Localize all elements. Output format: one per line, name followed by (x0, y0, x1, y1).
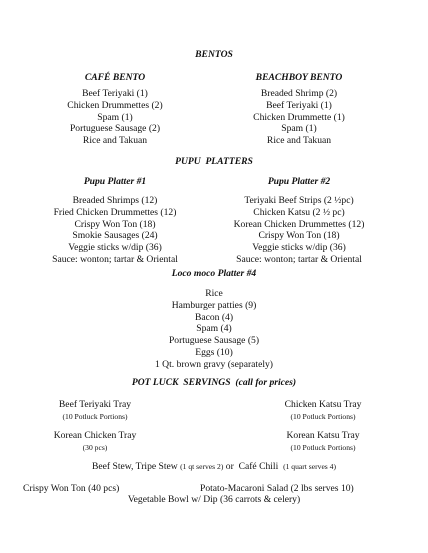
pupu-platter-2-items (214, 195, 384, 266)
beachboy-bento-items (224, 88, 374, 147)
menu-item: Spam (4) (196, 323, 232, 335)
menu-item: Breaded Shrimp (2) (260, 88, 338, 99)
menu-item: Crispy Won Ton (18) (74, 218, 156, 230)
potato-macaroni-salad: Potato-Macaroni Salad (2 lbs serves 10) (200, 483, 354, 494)
korean-katsu-tray: Korean Katsu Tray (286, 430, 360, 441)
bentos-heading: BENTOS (195, 49, 233, 60)
menu-item: Veggie sticks w/dip (36) (68, 242, 162, 254)
menu-item: Breaded Shrimps (12) (72, 195, 158, 206)
korean-katsu-tray-note: (10 Potluck Portions) (290, 443, 356, 452)
menu-item: Portuguese Sausage (2) (69, 123, 161, 135)
menu-item: Spam (1) (97, 111, 133, 123)
menu-item: Rice and Takuan (82, 135, 148, 147)
chili-note: (1 quart serves 4) (283, 462, 336, 471)
menu-item: Spam (1) (281, 123, 317, 135)
potluck-heading: POT LUCK SERVINGS (call for prices) (131, 377, 297, 388)
stew-name: Beef Stew, Tripe Stew (91, 461, 178, 472)
beachboy-bento-title: BEACHBOY BENTO (255, 72, 343, 83)
cafe-bento-title: CAFÉ BENTO (84, 72, 146, 83)
pupu-platters-heading: PUPU PLATTERS (175, 156, 253, 167)
menu-item: Chicken Drummette (1) (253, 111, 345, 123)
menu-item: Smokie Sausages (24) (72, 230, 158, 242)
pupu-platter-2-title: Pupu Platter #2 (267, 176, 331, 187)
menu-item: 1 Qt. brown gravy (separately) (154, 358, 273, 370)
menu-item: Sauce: wonton; tartar & Oriental (236, 253, 362, 265)
cafe-bento-items (40, 88, 190, 147)
or-text: or (225, 461, 234, 472)
chicken-katsu-tray-note: (10 Potluck Portions) (290, 412, 356, 421)
menu-item: Hamburger patties (9) (171, 299, 257, 311)
menu-item: Sauce: wonton; tartar & Oriental (52, 253, 178, 265)
crispy-won-ton: Crispy Won Ton (40 pcs) (23, 483, 120, 494)
menu-item: Beef Teriyaki (1) (82, 88, 148, 99)
menu-item: Portuguese Sausage (5) (168, 335, 260, 347)
chili-name: Café Chili (238, 461, 279, 472)
stew-note: (1 qt serves 2) (180, 462, 224, 471)
stew-and-chili-line (0, 461, 428, 473)
menu-item: Fried Chicken Drummettes (12) (53, 206, 177, 218)
menu-item: Eggs (10) (195, 346, 233, 358)
beef-teriyaki-tray: Beef Teriyaki Tray (58, 399, 132, 410)
menu-item: Beef Teriyaki (1) (266, 99, 332, 111)
menu-item: Rice and Takuan (266, 135, 332, 147)
locomoco-title: Loco moco Platter #4 (171, 268, 257, 279)
beef-teriyaki-tray-note: (10 Potluck Portions) (62, 412, 128, 421)
menu-item: Rice (205, 288, 223, 299)
pupu-platter-1-title: Pupu Platter #1 (83, 176, 147, 187)
locomoco-items (0, 288, 428, 371)
menu-item: Bacon (4) (194, 311, 234, 323)
menu-item: Teriyaki Beef Strips (2 ½pc) (244, 195, 354, 206)
menu-item: Chicken Drummettes (2) (67, 99, 163, 111)
chicken-katsu-tray: Chicken Katsu Tray (284, 399, 362, 410)
pupu-platter-1-items (40, 195, 190, 266)
korean-chicken-tray-note: (30 pcs) (82, 443, 108, 452)
menu-item: Veggie sticks w/dip (36) (252, 242, 346, 254)
menu-item: Chicken Katsu (2 ½ pc) (253, 206, 345, 218)
korean-chicken-tray: Korean Chicken Tray (53, 430, 137, 441)
menu-item: Korean Chicken Drummettes (12) (233, 218, 365, 230)
vegetable-bowl: Vegetable Bowl w/ Dip (36 carrots & celery) (127, 494, 301, 505)
menu-item: Crispy Won Ton (18) (258, 230, 340, 242)
